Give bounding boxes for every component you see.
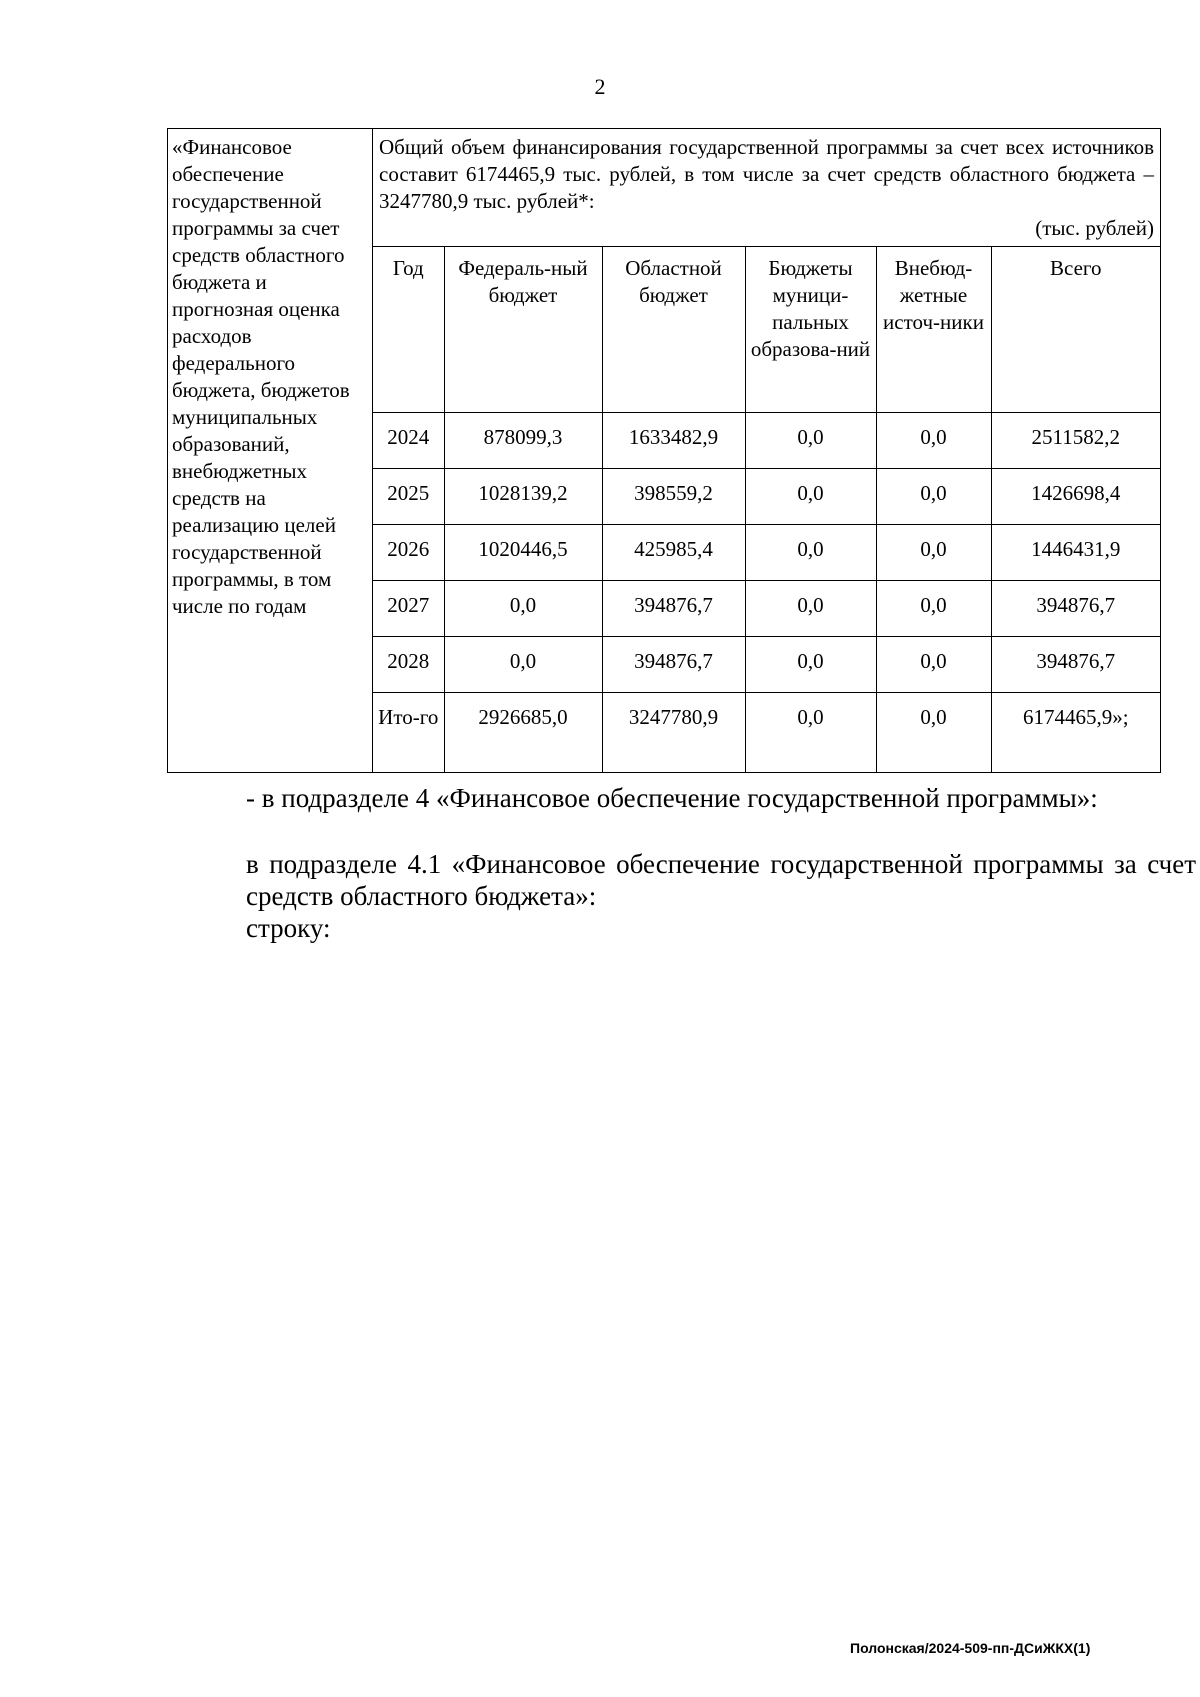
cell-municipal: 0,0	[745, 637, 876, 693]
paragraph-subsection-4-1: в подразделе 4.1 «Финансовое обеспечение государственной программы за счет средств областного бюджета»:	[246, 849, 1196, 911]
financing-summary: Общий объем финансирования государственной программы за счет всех источников составит 6174465,9 тыс. рублей, в том числе за счет средств областного бюджета – 3247780,9 тыс. рублей*:	[379, 135, 1154, 213]
cell-federal: 878099,3	[444, 413, 602, 469]
header-extrabudgetary: Внебюд-жетные источ-ники	[876, 247, 991, 413]
cell-year: 2026	[373, 525, 444, 581]
cell-municipal: 0,0	[745, 693, 876, 773]
cell-regional: 425985,4	[602, 525, 745, 581]
cell-federal: 2926685,0	[444, 693, 602, 773]
passport-row-label: «Финансовое обеспечение государственной программы за счет средств областного бюджета и прогнозная оценка расходов федерального бюджета, бюджетов муниципальных образований, внебюджетных средств на реализацию целей государственной программы, в том числе по годам	[168, 129, 373, 773]
header-year: Год	[373, 247, 444, 413]
cell-total: 2511582,2	[991, 413, 1160, 469]
cell-year: 2024	[373, 413, 444, 469]
cell-municipal: 0,0	[745, 525, 876, 581]
cell-extrabudgetary: 0,0	[876, 469, 991, 525]
table-row-total	[373, 693, 1160, 773]
header-federal-budget: Федераль-ный бюджет	[444, 247, 602, 413]
cell-regional: 3247780,9	[602, 693, 745, 773]
passport-table	[167, 128, 1161, 773]
cell-regional: 398559,2	[602, 469, 745, 525]
paragraph-subsection-4: - в подразделе 4 «Финансовое обеспечение государственной программы»:	[246, 783, 1098, 813]
unit-label: (тыс. рублей)	[1035, 216, 1154, 240]
paragraph-line: строку:	[246, 913, 331, 943]
cell-regional: 1633482,9	[602, 413, 745, 469]
financing-header-row	[373, 247, 1160, 413]
cell-extrabudgetary: 0,0	[876, 693, 991, 773]
cell-year: 2025	[373, 469, 444, 525]
cell-regional: 394876,7	[602, 581, 745, 637]
document-footer-code: Полонская/2024-509-пп-ДСиЖКХ(1)	[850, 1640, 1091, 1656]
header-total: Всего	[991, 247, 1160, 413]
table-row	[373, 581, 1160, 637]
table-row	[373, 525, 1160, 581]
cell-municipal: 0,0	[745, 581, 876, 637]
cell-federal: 0,0	[444, 637, 602, 693]
cell-municipal: 0,0	[745, 469, 876, 525]
financing-table	[373, 246, 1160, 772]
cell-year: 2027	[373, 581, 444, 637]
cell-municipal: 0,0	[745, 413, 876, 469]
cell-total: 394876,7	[991, 581, 1160, 637]
header-regional-budget: Областной бюджет	[602, 247, 745, 413]
cell-extrabudgetary: 0,0	[876, 637, 991, 693]
cell-extrabudgetary: 0,0	[876, 413, 991, 469]
cell-extrabudgetary: 0,0	[876, 581, 991, 637]
cell-total: 1426698,4	[991, 469, 1160, 525]
table-row	[373, 413, 1160, 469]
page-number: 2	[594, 74, 606, 99]
cell-year: 2028	[373, 637, 444, 693]
cell-regional: 394876,7	[602, 637, 745, 693]
cell-federal: 1020446,5	[444, 525, 602, 581]
table-row	[373, 469, 1160, 525]
cell-federal: 0,0	[444, 581, 602, 637]
cell-federal: 1028139,2	[444, 469, 602, 525]
cell-total: 1446431,9	[991, 525, 1160, 581]
passport-row-content	[373, 129, 1161, 773]
table-row	[373, 637, 1160, 693]
cell-total: 394876,7	[991, 637, 1160, 693]
cell-year: Ито-го	[373, 693, 444, 773]
cell-total: 6174465,9»;	[991, 693, 1160, 773]
cell-extrabudgetary: 0,0	[876, 525, 991, 581]
header-municipal-budgets: Бюджеты муници-пальных образова-ний	[745, 247, 876, 413]
